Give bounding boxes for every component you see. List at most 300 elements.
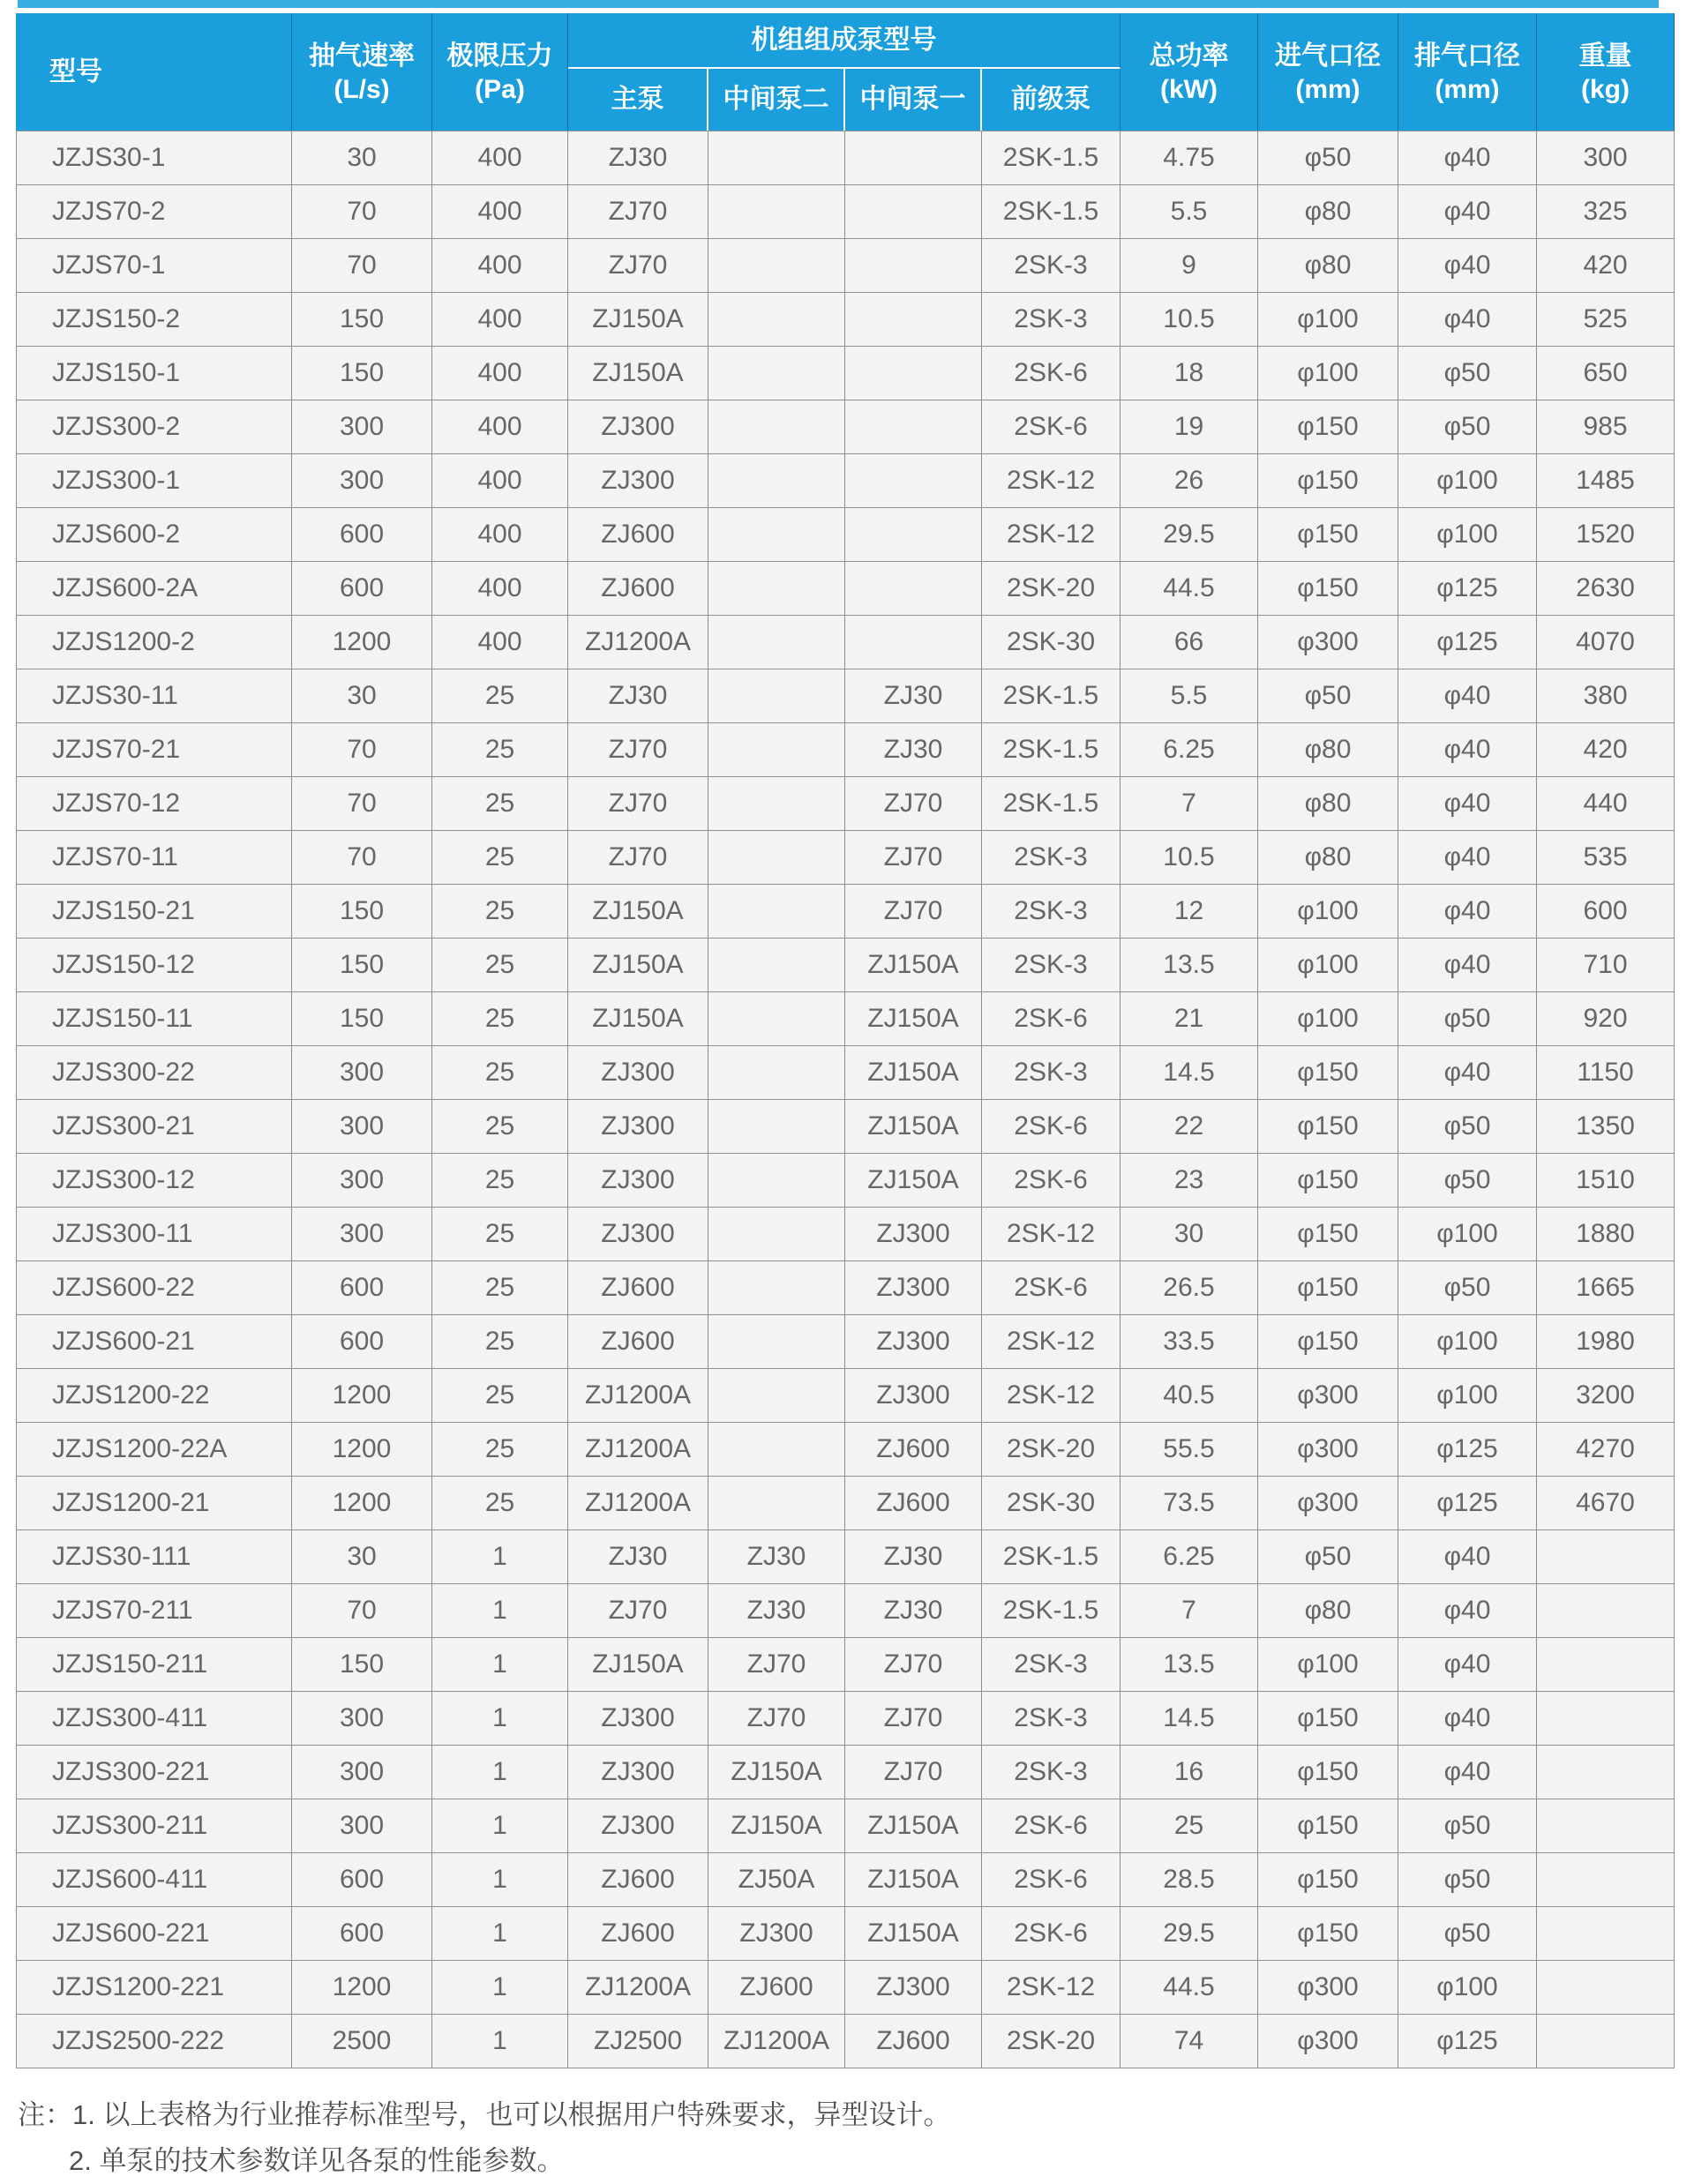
table-body <box>16 131 1675 2068</box>
table-cell: ZJ70 <box>568 831 708 885</box>
table-cell: ZJ50A <box>708 1853 845 1907</box>
table-cell: φ40 <box>1398 293 1537 347</box>
col-header-mid-pump-2: 中间泵二 <box>708 69 845 131</box>
table-cell: 70 <box>292 1584 432 1638</box>
table-cell: ZJ1200A <box>568 1423 708 1477</box>
table-cell <box>1537 1799 1675 1853</box>
table-cell: ZJ300 <box>568 1154 708 1208</box>
table-cell <box>708 1369 845 1423</box>
model-cell: JZJS300-211 <box>16 1799 292 1853</box>
table-cell: 10.5 <box>1121 831 1258 885</box>
table-cell <box>1537 1638 1675 1692</box>
table-cell: ZJ300 <box>845 1261 982 1315</box>
model-cell: JZJS70-21 <box>16 723 292 777</box>
table-cell: 400 <box>432 508 568 562</box>
table-cell: ZJ30 <box>845 1584 982 1638</box>
table-cell <box>708 185 845 239</box>
table-cell: ZJ150A <box>845 1046 982 1100</box>
table-cell <box>845 185 982 239</box>
table-cell: φ150 <box>1258 454 1398 508</box>
model-cell: JZJS600-2A <box>16 562 292 616</box>
col-header-fore-pump: 前级泵 <box>982 69 1121 131</box>
table-cell: ZJ300 <box>845 1961 982 2015</box>
table-cell: ZJ70 <box>568 239 708 293</box>
table-cell: ZJ30 <box>845 1530 982 1584</box>
table-cell: φ50 <box>1258 1530 1398 1584</box>
table-cell: 150 <box>292 293 432 347</box>
table-cell: ZJ150A <box>845 939 982 992</box>
table-cell: φ50 <box>1398 1261 1537 1315</box>
table-cell: φ150 <box>1258 1853 1398 1907</box>
table-cell: φ150 <box>1258 1746 1398 1799</box>
table-cell: ZJ600 <box>568 562 708 616</box>
table-cell: 3200 <box>1537 1369 1675 1423</box>
table-cell: 400 <box>432 131 568 185</box>
table-cell: ZJ300 <box>845 1315 982 1369</box>
table-cell: 25 <box>432 669 568 723</box>
table-cell <box>845 239 982 293</box>
table-cell: φ40 <box>1398 831 1537 885</box>
table-cell: φ80 <box>1258 831 1398 885</box>
table-cell: 2SK-3 <box>982 1638 1121 1692</box>
col-header-outlet: 排气口径 (mm) <box>1398 13 1537 131</box>
table-cell: φ150 <box>1258 1154 1398 1208</box>
table-row <box>16 1154 1675 1208</box>
table-cell <box>1537 1746 1675 1799</box>
table-row <box>16 1853 1675 1907</box>
table-cell: ZJ1200A <box>568 616 708 669</box>
table-cell: 600 <box>292 508 432 562</box>
table-cell: 25 <box>432 1423 568 1477</box>
model-cell: JZJS600-221 <box>16 1907 292 1961</box>
table-cell: ZJ300 <box>568 400 708 454</box>
table-cell: 600 <box>1537 885 1675 939</box>
model-cell: JZJS600-22 <box>16 1261 292 1315</box>
table-cell: 70 <box>292 239 432 293</box>
table-cell: 2SK-1.5 <box>982 131 1121 185</box>
table-cell: 21 <box>1121 992 1258 1046</box>
table-cell: φ50 <box>1398 1100 1537 1154</box>
table-cell: 4270 <box>1537 1423 1675 1477</box>
table-cell: φ50 <box>1398 1907 1537 1961</box>
table-cell <box>1537 2015 1675 2068</box>
table-cell: 150 <box>292 347 432 400</box>
table-cell: φ150 <box>1258 1692 1398 1746</box>
table-cell: ZJ70 <box>568 185 708 239</box>
table-cell: ZJ1200A <box>708 2015 845 2068</box>
table-cell: 300 <box>292 1692 432 1746</box>
table-cell: 400 <box>432 347 568 400</box>
table-row <box>16 1799 1675 1853</box>
table-cell: 28.5 <box>1121 1853 1258 1907</box>
table-cell: φ40 <box>1398 723 1537 777</box>
table-cell: ZJ150A <box>568 939 708 992</box>
table-cell: φ50 <box>1398 400 1537 454</box>
model-cell: JZJS150-11 <box>16 992 292 1046</box>
table-cell: 2SK-1.5 <box>982 1530 1121 1584</box>
table-cell: ZJ150A <box>568 293 708 347</box>
table-cell: 2SK-6 <box>982 1261 1121 1315</box>
table-cell <box>708 508 845 562</box>
table-cell: φ150 <box>1258 1046 1398 1100</box>
table-row <box>16 185 1675 239</box>
table-cell: φ150 <box>1258 1261 1398 1315</box>
table-cell: φ150 <box>1258 1799 1398 1853</box>
model-cell: JZJS300-221 <box>16 1746 292 1799</box>
table-cell: 30 <box>292 669 432 723</box>
table-cell: ZJ300 <box>568 454 708 508</box>
table-cell: ZJ150A <box>845 1100 982 1154</box>
table-cell <box>708 1154 845 1208</box>
table-cell: ZJ300 <box>845 1208 982 1261</box>
table-cell: ZJ600 <box>845 2015 982 2068</box>
model-cell: JZJS300-21 <box>16 1100 292 1154</box>
table-cell: φ300 <box>1258 2015 1398 2068</box>
table-cell: φ40 <box>1398 1746 1537 1799</box>
top-accent-bar <box>18 0 1659 8</box>
table-cell: 30 <box>1121 1208 1258 1261</box>
table-cell: φ80 <box>1258 239 1398 293</box>
table-cell: 44.5 <box>1121 562 1258 616</box>
table-row <box>16 1315 1675 1369</box>
table-cell: 22 <box>1121 1100 1258 1154</box>
table-cell: 13.5 <box>1121 1638 1258 1692</box>
table-cell <box>708 1208 845 1261</box>
table-cell: 150 <box>292 939 432 992</box>
table-cell: 150 <box>292 992 432 1046</box>
table-cell: ZJ30 <box>708 1584 845 1638</box>
table-cell: 525 <box>1537 293 1675 347</box>
table-cell: φ300 <box>1258 1423 1398 1477</box>
table-cell <box>708 723 845 777</box>
model-cell: JZJS300-1 <box>16 454 292 508</box>
table-cell: ZJ600 <box>568 1907 708 1961</box>
table-cell: φ150 <box>1258 1100 1398 1154</box>
table-cell: 23 <box>1121 1154 1258 1208</box>
table-cell: ZJ150A <box>845 1907 982 1961</box>
table-cell: 2SK-1.5 <box>982 777 1121 831</box>
model-cell: JZJS70-211 <box>16 1584 292 1638</box>
table-cell <box>1537 1907 1675 1961</box>
table-cell: 920 <box>1537 992 1675 1046</box>
table-cell: φ125 <box>1398 562 1537 616</box>
table-cell: 14.5 <box>1121 1692 1258 1746</box>
table-cell: φ100 <box>1398 1208 1537 1261</box>
table-cell: φ40 <box>1398 1584 1537 1638</box>
table-cell: 25 <box>432 1261 568 1315</box>
table-cell: 1880 <box>1537 1208 1675 1261</box>
table-cell: φ80 <box>1258 777 1398 831</box>
table-cell: 30 <box>292 1530 432 1584</box>
table-cell <box>708 1261 845 1315</box>
table-row <box>16 1261 1675 1315</box>
table-cell <box>1537 1961 1675 2015</box>
table-cell: 1 <box>432 1799 568 1853</box>
table-cell: φ300 <box>1258 1961 1398 2015</box>
table-cell <box>708 562 845 616</box>
table-cell: ZJ30 <box>845 723 982 777</box>
col-header-main-pump: 主泵 <box>568 69 708 131</box>
col-header-power: 总功率 (kW) <box>1121 13 1258 131</box>
table-row <box>16 508 1675 562</box>
table-cell: ZJ30 <box>845 669 982 723</box>
table-cell <box>708 777 845 831</box>
table-cell: φ50 <box>1398 992 1537 1046</box>
model-cell: JZJS150-211 <box>16 1638 292 1692</box>
table-row <box>16 992 1675 1046</box>
table-cell: 2SK-1.5 <box>982 669 1121 723</box>
table-cell: ZJ1200A <box>568 1961 708 2015</box>
model-cell: JZJS70-12 <box>16 777 292 831</box>
model-cell: JZJS2500-222 <box>16 2015 292 2068</box>
col-header-speed: 抽气速率 (L/s) <box>292 13 432 131</box>
model-cell: JZJS1200-21 <box>16 1477 292 1530</box>
table-cell: 2500 <box>292 2015 432 2068</box>
table-cell: 380 <box>1537 669 1675 723</box>
col-header-weight: 重量 (kg) <box>1537 13 1675 131</box>
table-cell: ZJ600 <box>568 1261 708 1315</box>
table-row <box>16 1477 1675 1530</box>
table-cell: ZJ150A <box>568 347 708 400</box>
table-cell: φ125 <box>1398 1423 1537 1477</box>
table-cell: ZJ150A <box>708 1746 845 1799</box>
table-cell <box>845 562 982 616</box>
table-cell: φ150 <box>1258 400 1398 454</box>
table-cell: ZJ300 <box>568 1799 708 1853</box>
table-cell: 25 <box>432 1369 568 1423</box>
table-cell: 2SK-12 <box>982 1961 1121 2015</box>
table-cell: 70 <box>292 723 432 777</box>
table-cell: φ100 <box>1258 293 1398 347</box>
table-cell: 2SK-1.5 <box>982 1584 1121 1638</box>
table-cell: 2SK-6 <box>982 1853 1121 1907</box>
table-cell: 150 <box>292 885 432 939</box>
table-cell: φ50 <box>1398 1799 1537 1853</box>
table-cell: 70 <box>292 185 432 239</box>
table-cell: 1520 <box>1537 508 1675 562</box>
table-cell: 25 <box>432 939 568 992</box>
table-cell: 300 <box>292 1746 432 1799</box>
table-cell: 6.25 <box>1121 1530 1258 1584</box>
table-cell: φ40 <box>1398 1638 1537 1692</box>
table-cell: 2SK-3 <box>982 1046 1121 1100</box>
table-cell: 2SK-1.5 <box>982 185 1121 239</box>
model-cell: JZJS70-1 <box>16 239 292 293</box>
table-header <box>16 13 1675 131</box>
model-cell: JZJS300-22 <box>16 1046 292 1100</box>
table-cell: 12 <box>1121 885 1258 939</box>
table-cell: 25 <box>432 1477 568 1530</box>
table-cell: φ100 <box>1258 885 1398 939</box>
table-cell: 1 <box>432 2015 568 2068</box>
table-cell: ZJ300 <box>568 1100 708 1154</box>
table-cell <box>845 293 982 347</box>
table-row <box>16 1961 1675 2015</box>
table-cell: ZJ70 <box>845 831 982 885</box>
table-cell: 5.5 <box>1121 669 1258 723</box>
table-cell: 2SK-6 <box>982 1799 1121 1853</box>
table-cell: φ100 <box>1258 939 1398 992</box>
table-cell: 25 <box>432 1154 568 1208</box>
table-cell: φ150 <box>1258 508 1398 562</box>
table-cell: 325 <box>1537 185 1675 239</box>
table-cell: 1200 <box>292 1369 432 1423</box>
table-cell <box>708 669 845 723</box>
table-cell: φ125 <box>1398 2015 1537 2068</box>
table-cell: 25 <box>432 885 568 939</box>
table-cell: 1 <box>432 1638 568 1692</box>
table-cell: 30 <box>292 131 432 185</box>
table-cell: 2SK-3 <box>982 239 1121 293</box>
table-cell: 33.5 <box>1121 1315 1258 1369</box>
table-cell: 2SK-12 <box>982 454 1121 508</box>
table-row <box>16 939 1675 992</box>
table-cell <box>1537 1584 1675 1638</box>
table-cell: ZJ70 <box>568 723 708 777</box>
table-cell: φ100 <box>1258 347 1398 400</box>
table-cell: 1485 <box>1537 454 1675 508</box>
table-cell: φ150 <box>1258 562 1398 616</box>
table-cell: φ50 <box>1398 1853 1537 1907</box>
table-cell: φ100 <box>1398 1961 1537 2015</box>
table-cell: 2SK-30 <box>982 1477 1121 1530</box>
table-cell: 150 <box>292 1638 432 1692</box>
model-cell: JZJS600-21 <box>16 1315 292 1369</box>
table-cell <box>708 347 845 400</box>
model-cell: JZJS1200-22A <box>16 1423 292 1477</box>
table-cell: 44.5 <box>1121 1961 1258 2015</box>
table-row <box>16 1907 1675 1961</box>
table-cell: ZJ70 <box>845 1746 982 1799</box>
model-cell: JZJS150-1 <box>16 347 292 400</box>
table-cell: φ300 <box>1258 1477 1398 1530</box>
table-cell: 985 <box>1537 400 1675 454</box>
table-row <box>16 1046 1675 1100</box>
table-cell: φ40 <box>1398 1530 1537 1584</box>
table-cell <box>708 885 845 939</box>
table-cell: 2SK-6 <box>982 1100 1121 1154</box>
table-notes <box>18 2092 950 2184</box>
table-cell <box>845 400 982 454</box>
table-cell: ZJ70 <box>708 1692 845 1746</box>
table-cell <box>708 1046 845 1100</box>
table-row <box>16 723 1675 777</box>
table-row <box>16 885 1675 939</box>
model-cell: JZJS1200-22 <box>16 1369 292 1423</box>
table-cell: 25 <box>432 1046 568 1100</box>
table-row <box>16 2015 1675 2068</box>
table-cell: 710 <box>1537 939 1675 992</box>
table-cell: φ300 <box>1258 1369 1398 1423</box>
table-cell: ZJ150A <box>845 1799 982 1853</box>
table-cell: ZJ600 <box>568 1853 708 1907</box>
col-header-pressure: 极限压力 (Pa) <box>432 13 568 131</box>
table-cell: 400 <box>432 616 568 669</box>
table-cell: 2SK-12 <box>982 1315 1121 1369</box>
table-cell: 70 <box>292 831 432 885</box>
table-cell <box>708 1423 845 1477</box>
table-cell: 2SK-3 <box>982 939 1121 992</box>
table-cell: 2SK-3 <box>982 831 1121 885</box>
table-cell <box>845 131 982 185</box>
table-cell: 300 <box>292 454 432 508</box>
table-cell: 29.5 <box>1121 508 1258 562</box>
table-cell: ZJ70 <box>568 1584 708 1638</box>
model-cell: JZJS150-2 <box>16 293 292 347</box>
table-cell: φ40 <box>1398 669 1537 723</box>
model-cell: JZJS150-21 <box>16 885 292 939</box>
table-row <box>16 1423 1675 1477</box>
table-cell: φ80 <box>1258 185 1398 239</box>
model-cell: JZJS30-1 <box>16 131 292 185</box>
model-cell: JZJS300-12 <box>16 1154 292 1208</box>
model-cell: JZJS70-11 <box>16 831 292 885</box>
table-cell: φ80 <box>1258 1584 1398 1638</box>
table-cell: 6.25 <box>1121 723 1258 777</box>
table-cell: 2SK-12 <box>982 1369 1121 1423</box>
table-cell <box>708 1477 845 1530</box>
table-cell: ZJ600 <box>845 1423 982 1477</box>
model-cell: JZJS600-411 <box>16 1853 292 1907</box>
table-cell <box>1537 1853 1675 1907</box>
table-cell: ZJ600 <box>845 1477 982 1530</box>
model-cell: JZJS30-111 <box>16 1530 292 1584</box>
table-cell: 1 <box>432 1746 568 1799</box>
table-row <box>16 239 1675 293</box>
table-cell: ZJ1200A <box>568 1369 708 1423</box>
col-header-pump-group: 机组组成泵型号 <box>568 13 1121 69</box>
table-cell: ZJ30 <box>568 669 708 723</box>
table-cell: φ40 <box>1398 185 1537 239</box>
model-cell: JZJS600-2 <box>16 508 292 562</box>
table-cell: 2SK-20 <box>982 562 1121 616</box>
table-cell: φ40 <box>1398 131 1537 185</box>
table-cell: 1 <box>432 1907 568 1961</box>
table-cell: 600 <box>292 1853 432 1907</box>
table-cell <box>845 508 982 562</box>
model-cell: JZJS1200-221 <box>16 1961 292 2015</box>
table-cell: ZJ70 <box>845 1692 982 1746</box>
table-cell: 73.5 <box>1121 1477 1258 1530</box>
table-cell: ZJ300 <box>568 1746 708 1799</box>
table-cell: ZJ150A <box>568 1638 708 1692</box>
col-header-model: 型号 <box>16 13 292 131</box>
table-row <box>16 293 1675 347</box>
table-cell: 7 <box>1121 1584 1258 1638</box>
table-cell: 400 <box>432 454 568 508</box>
table-cell: 16 <box>1121 1746 1258 1799</box>
table-cell: 2SK-6 <box>982 1154 1121 1208</box>
table-cell <box>845 454 982 508</box>
table-cell: 600 <box>292 1907 432 1961</box>
table-cell: 300 <box>292 1046 432 1100</box>
table-cell: 14.5 <box>1121 1046 1258 1100</box>
pump-spec-table <box>16 13 1675 2068</box>
table-cell: 2SK-20 <box>982 1423 1121 1477</box>
table-cell: 2SK-30 <box>982 616 1121 669</box>
table-cell: ZJ150A <box>845 992 982 1046</box>
table-cell: ZJ150A <box>845 1853 982 1907</box>
table-cell: 25 <box>432 1100 568 1154</box>
table-cell: φ100 <box>1258 992 1398 1046</box>
table-row <box>16 131 1675 185</box>
model-cell: JZJS70-2 <box>16 185 292 239</box>
note-line-2: 2. 单泵的技术参数详见各泵的性能参数。 <box>69 2145 565 2176</box>
table-cell: ZJ300 <box>568 1046 708 1100</box>
table-row <box>16 1746 1675 1799</box>
table-row <box>16 1692 1675 1746</box>
table-cell: 2SK-3 <box>982 293 1121 347</box>
